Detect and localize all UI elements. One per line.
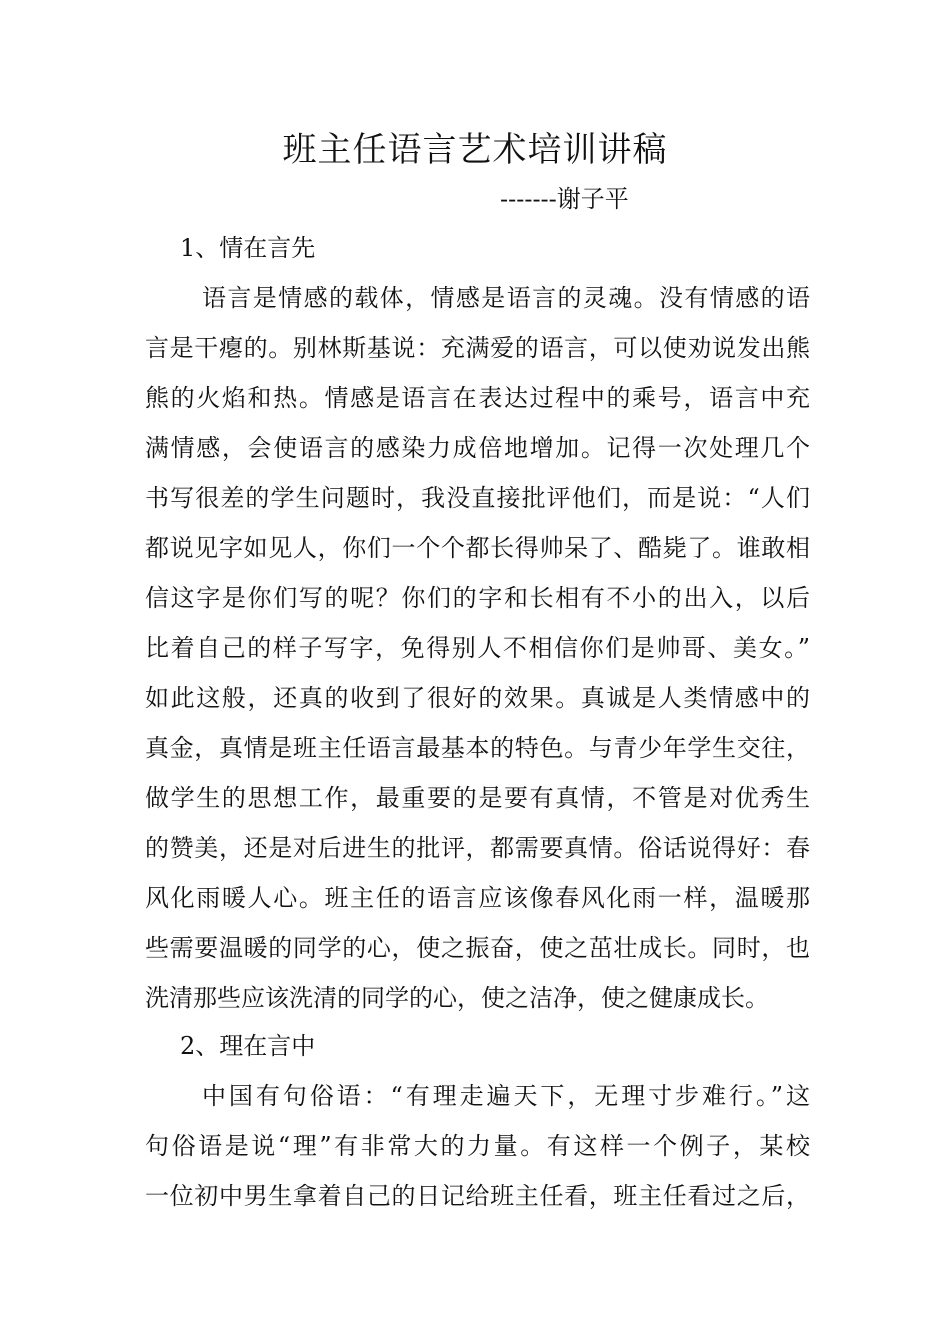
paragraph-line: 都说见字如见人，你们一个个都长得帅呆了、酷毙了。谁敢相 — [145, 534, 810, 562]
paragraph-line: 做学生的思想工作，最重要的是要有真情，不管是对优秀生 — [145, 784, 810, 812]
document-title: 班主任语言艺术培训讲稿 — [282, 130, 668, 170]
section-heading-2: 2、理在言中 — [180, 1032, 316, 1060]
paragraph-line: 句俗语是说“理”有非常大的力量。有这样一个例子，某校 — [145, 1132, 810, 1160]
paragraph-line: 信这字是你们写的呢？你们的字和长相有不小的出入，以后 — [145, 584, 810, 612]
paragraph-line: 书写很差的学生问题时，我没直接批评他们，而是说：“人们 — [145, 484, 810, 512]
paragraph-line: 满情感，会使语言的感染力成倍地增加。记得一次处理几个 — [145, 434, 810, 462]
paragraph-line: 真金，真情是班主任语言最基本的特色。与青少年学生交往， — [145, 734, 810, 762]
author-byline: -------谢子平 — [500, 185, 629, 213]
paragraph-line: 语言是情感的载体，情感是语言的灵魂。没有情感的语 — [202, 284, 810, 312]
paragraph-line: 言是干瘪的。别林斯基说：充满爱的语言，可以使劝说发出熊 — [145, 334, 810, 362]
paragraph-line: 风化雨暖人心。班主任的语言应该像春风化雨一样，温暖那 — [145, 884, 810, 912]
paragraph-line: 中国有句俗语：“有理走遍天下，无理寸步难行。”这 — [202, 1082, 810, 1110]
paragraph-line: 如此这般，还真的收到了很好的效果。真诚是人类情感中的 — [145, 684, 810, 712]
paragraph-line: 的赞美，还是对后进生的批评，都需要真情。俗话说得好：春 — [145, 834, 810, 862]
paragraph-line: 些需要温暖的同学的心，使之振奋，使之茁壮成长。同时，也 — [145, 934, 810, 962]
paragraph-line: 洗清那些应该洗清的同学的心，使之洁净，使之健康成长。 — [145, 984, 769, 1012]
paragraph-line: 比着自己的样子写字，免得别人不相信你们是帅哥、美女。” — [145, 634, 810, 662]
paragraph-line: 熊的火焰和热。情感是语言在表达过程中的乘号，语言中充 — [145, 384, 810, 412]
paragraph-line: 一位初中男生拿着自己的日记给班主任看，班主任看过之后， — [145, 1182, 810, 1210]
section-heading-1: 1、情在言先 — [180, 234, 316, 262]
